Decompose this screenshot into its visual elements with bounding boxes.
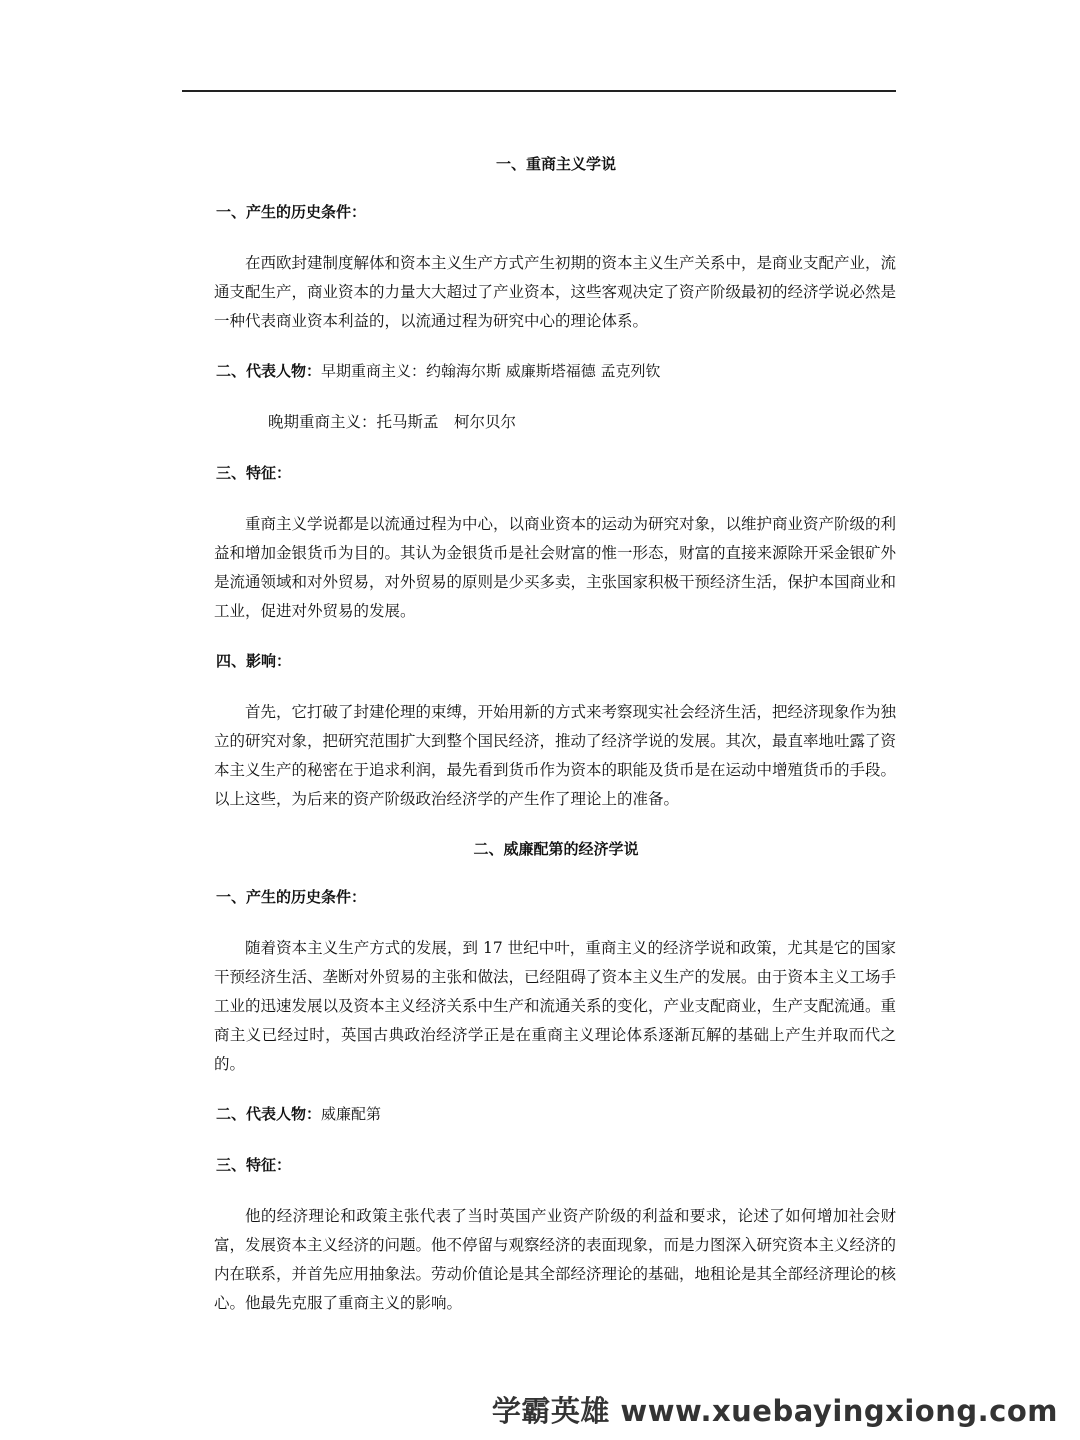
subheading-figures-1 xyxy=(216,357,896,386)
paragraph-features-1: 重商主义学说都是以流通过程为中心，以商业资本的运动为研究对象，以维护商业资产阶级的利益和增加金银货币为目的。其认为金银货币是社会财富的惟一形态，财富的直接来源除开采金银矿外是流通领域和对外贸易，对外贸易的原则是少买多卖，主张国家积极干预经济生活，保护本国商业和工业，促进对外贸易的发展。 xyxy=(214,515,897,620)
site-watermark: 学霸英雄 www.xuebayingxiong.com xyxy=(491,1394,1058,1428)
subheading-features-1: 三、特征： xyxy=(216,464,292,482)
figures-label-2: 二、代表人物： xyxy=(216,1105,322,1123)
subheading-history-1: 一、产生的历史条件： xyxy=(216,203,367,221)
header-rule xyxy=(182,90,896,92)
figures-label-1: 二、代表人物： xyxy=(216,362,322,380)
paragraph-features-2: 他的经济理论和政策主张代表了当时英国产业资产阶级的利益和要求，论述了如何增加社会财富，发展资本主义经济的问题。他不停留与观察经济的表面现象，而是力图深入研究资本主义经济的内在联系，并首先应用抽象法。劳动价值论是其全部经济理论的基础，地租论是其全部经济理论的核心。他最先克服了重商主义的影响。 xyxy=(214,1207,897,1312)
paragraph-history-2: 随着资本主义生产方式的发展，到 17 世纪中叶，重商主义的经济学说和政策，尤其是它的国家干预经济生活、垄断对外贸易的主张和做法，已经阻碍了资本主义生产的发展。由于资本主义工场手工业的迅速发展以及资本主义经济关系中生产和流通关系的变化，产业支配商业，生产支配流通。重商主义已经过时，英国古典政治经济学正是在重商主义理论体系逐渐瓦解的基础上产生并取而代之的。 xyxy=(214,939,897,1073)
figures-late-line: 晚期重商主义：托马斯孟 柯尔贝尔 xyxy=(268,413,517,431)
subheading-features-2: 三、特征： xyxy=(216,1156,292,1174)
subheading-influence-1: 四、影响： xyxy=(216,652,292,670)
paragraph-influence-1: 首先，它打破了封建伦理的束缚，开始用新的方式来考察现实社会经济生活，把经济现象作为独立的研究对象，把研究范围扩大到整个国民经济，推动了经济学说的发展。其次，最直率地吐露了资本主义生产的秘密在于追求利润，最先看到货币作为资本的职能及货币是在运动中增殖货币的手段。以上这些，为后来的资产阶级政治经济学的产生作了理论上的准备。 xyxy=(214,703,897,808)
subheading-figures-2 xyxy=(216,1100,896,1129)
figures-text-1: 早期重商主义：约翰海尔斯 威廉斯塔福德 孟克列钦 xyxy=(321,362,661,380)
document-body xyxy=(216,150,896,1339)
section-title-1: 一、重商主义学说 xyxy=(495,155,616,173)
figures-text-2: 威廉配第 xyxy=(321,1105,382,1123)
paragraph-history-1: 在西欧封建制度解体和资本主义生产方式产生初期的资本主义生产关系中，是商业支配产业，流通支配生产，商业资本的力量大大超过了产业资本，这些客观决定了资产阶级最初的经济学说必然是一种代表商业资本利益的，以流通过程为研究中心的理论体系。 xyxy=(214,254,897,330)
subheading-history-2: 一、产生的历史条件： xyxy=(216,888,367,906)
section-title-2: 二、威廉配第的经济学说 xyxy=(473,840,639,858)
